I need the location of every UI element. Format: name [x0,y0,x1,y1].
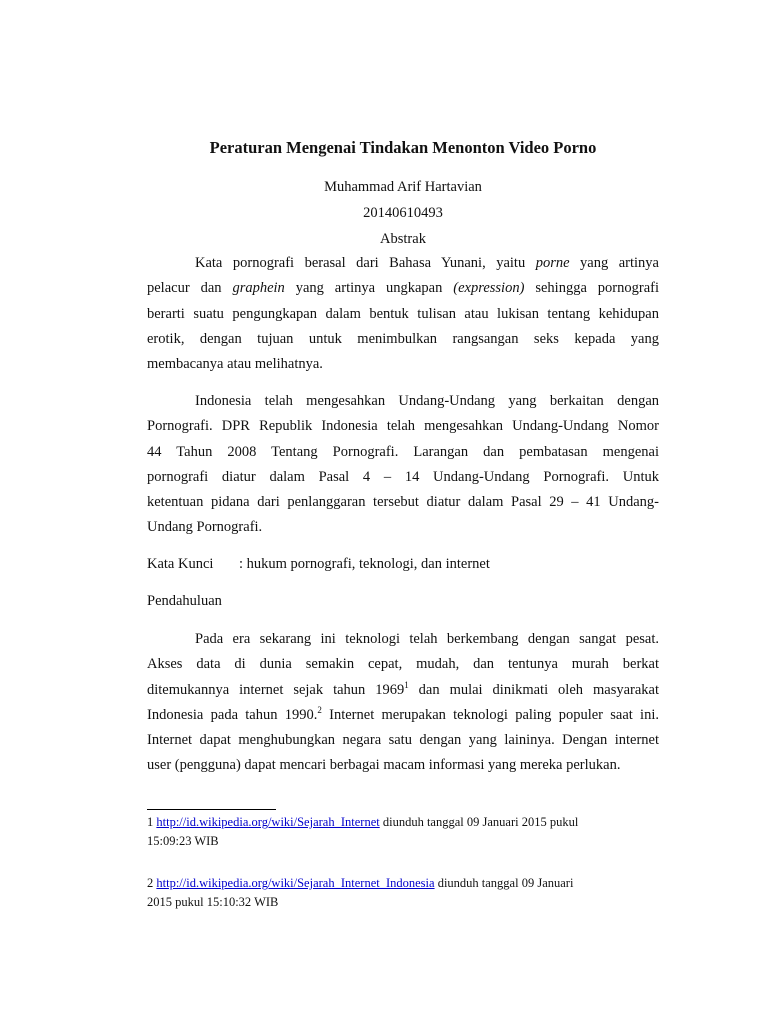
footnote-ref-2[interactable]: 2 [317,705,322,716]
student-id: 20140610493 [363,205,443,221]
footnote-separator [147,809,276,810]
author-name: Muhammad Arif Hartavian [324,179,482,195]
abstract-heading: Abstrak [380,231,426,247]
keywords-label: Kata Kunci [147,556,214,572]
keywords [147,556,490,573]
intro-heading: Pendahuluan [147,593,222,609]
keywords-value: : hukum pornografi, teknologi, dan internet [239,556,490,572]
footnote-2: 2 http://id.wikipedia.org/wiki/Sejarah_Internet_Indonesia diunduh tanggal 09 Januari 2015 pukul 15:10:32 WIB [147,876,574,909]
abstract-paragraph-1: Kata pornografi berasal dari Bahasa Yunani, yaitu porne yang artinya pelacur dan graphein yang artinya ungkapan (expression) sehingga pornografi berarti suatu pengungkapan dalam bentuk tulisan atau lukisan tentang kehidupan erotik, dengan tujuan untuk menimbulkan rangsangan seks kepada yang membacanya atau melihatnya. [147,255,659,373]
footnote-2-link[interactable]: http://id.wikipedia.org/wiki/Sejarah_Internet_Indonesia [156,876,435,890]
document-title: Peraturan Mengenai Tindakan Menonton Video Porno [209,138,597,157]
footnote-ref-1[interactable]: 1 [404,679,409,690]
footnote-1: 1 http://id.wikipedia.org/wiki/Sejarah_Internet diunduh tanggal 09 Januari 2015 pukul 15:09:23 WIB [147,815,579,848]
abstract-paragraph-2: Indonesia telah mengesahkan Undang-Undang yang berkaitan dengan Pornografi. DPR Republik Indonesia telah mengesahkan Undang-Undang Nomor 44 Tahun 2008 Tentang Pornografi. Larangan dan pembatasan mengenai pornografi diatur dalam Pasal 4 – 14 Undang-Undang Pornografi. Untuk ketentuan pidana dari penlanggaran tersebut diatur dalam Pasal 29 – 41 Undang- Undang Pornografi. [147,393,659,536]
intro-paragraph: Pada era sekarang ini teknologi telah berkembang dengan sangat pesat. Akses data di dunia semakin cepat, mudah, dan tentunya murah berkat ditemukannya internet sejak tahun 1969$^1$ dan mulai dinikmati oleh masyarakat Indonesia pada tahun 1990.$^2$ Internet merupakan teknologi paling populer saat ini. Internet dapat menghubungkan negara satu dengan yang laininya. Dengan internet user (pengguna) dapat mencari berbagai macam informasi yang mereka perlukan. [147,631,659,774]
footnote-1-link[interactable]: http://id.wikipedia.org/wiki/Sejarah_Internet [156,815,380,829]
